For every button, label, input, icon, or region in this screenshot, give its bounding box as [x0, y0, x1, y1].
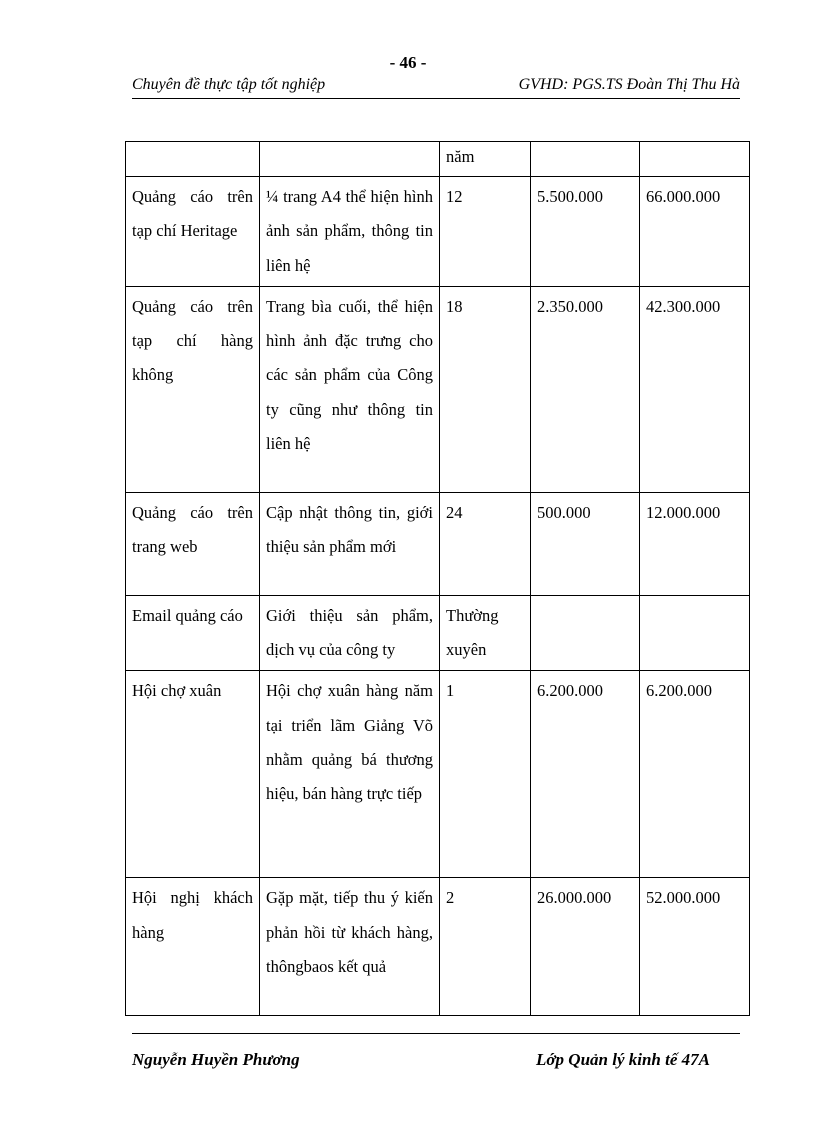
table-cell-frequency: 12 [440, 177, 531, 287]
table-row [126, 177, 750, 287]
table-row [126, 286, 750, 492]
table-cell-content [260, 142, 440, 177]
table-cell-content: Hội chợ xuân hàng năm tại triển lãm Giảng Võ nhằm quảng bá thương hiệu, bán hàng trực tiếp [260, 671, 440, 878]
table-cell-total: 12.000.000 [640, 492, 750, 595]
table-cell-content: Trang bìa cuối, thể hiện hình ảnh đặc trưng cho các sản phẩm của Công ty cũng như thông tin liên hệ [260, 286, 440, 492]
table-cell-frequency: 24 [440, 492, 531, 595]
table-cell-unit-cost [531, 595, 640, 671]
table-cell-frequency: 18 [440, 286, 531, 492]
table-cell-total: 66.000.000 [640, 177, 750, 287]
table-cell-name: Hội chợ xuân [126, 671, 260, 878]
table-cell-total: 6.200.000 [640, 671, 750, 878]
table-cell-content: Giới thiệu sản phẩm, dịch vụ của công ty [260, 595, 440, 671]
footer-author: Nguyễn Huyền Phương [132, 1050, 300, 1069]
table-cell-total [640, 595, 750, 671]
table-cell-name: Email quảng cáo [126, 595, 260, 671]
table-cell-frequency: 1 [440, 671, 531, 878]
table-cell-unit-cost [531, 142, 640, 177]
table-cell-total: 52.000.000 [640, 878, 750, 1016]
table-cell-frequency: 2 [440, 878, 531, 1016]
table-row [126, 595, 750, 671]
table-row [126, 878, 750, 1016]
table-cell-name: Hội nghị khách hàng [126, 878, 260, 1016]
table-row [126, 671, 750, 878]
table-row [126, 142, 750, 177]
table-cell-content: Gặp mặt, tiếp thu ý kiến phản hồi từ khách hàng, thôngbaos kết quả [260, 878, 440, 1016]
page-header [132, 74, 740, 99]
table-row [126, 492, 750, 595]
table-cell-name: Quảng cáo trên tạp chí Heritage [126, 177, 260, 287]
footer-class: Lớp Quản lý kinh tế 47A [536, 1050, 710, 1069]
table-cell-unit-cost: 2.350.000 [531, 286, 640, 492]
table-cell-frequency: Thường xuyên [440, 595, 531, 671]
table-cell-name [126, 142, 260, 177]
table-cell-total [640, 142, 750, 177]
table-cell-name: Quảng cáo trên trang web [126, 492, 260, 595]
table-cell-content: Cập nhật thông tin, giới thiệu sản phẩm mới [260, 492, 440, 595]
advertising-cost-table [125, 141, 750, 1016]
table-cell-name: Quảng cáo trên tạp chí hàng không [126, 286, 260, 492]
table-cell-total: 42.300.000 [640, 286, 750, 492]
table-cell-unit-cost: 26.000.000 [531, 878, 640, 1016]
table-cell-unit-cost: 5.500.000 [531, 177, 640, 287]
header-advisor: GVHD: PGS.TS Đoàn Thị Thu Hà [518, 76, 740, 93]
table-cell-unit-cost: 6.200.000 [531, 671, 640, 878]
table-cell-content: ¼ trang A4 thể hiện hình ảnh sản phẩm, thông tin liên hệ [260, 177, 440, 287]
table-cell-frequency: năm [440, 142, 531, 177]
page-number: - 46 - [389, 53, 427, 72]
table-cell-unit-cost: 500.000 [531, 492, 640, 595]
header-title: Chuyên đề thực tập tốt nghiệp [132, 76, 326, 93]
footer-divider [132, 1033, 740, 1034]
